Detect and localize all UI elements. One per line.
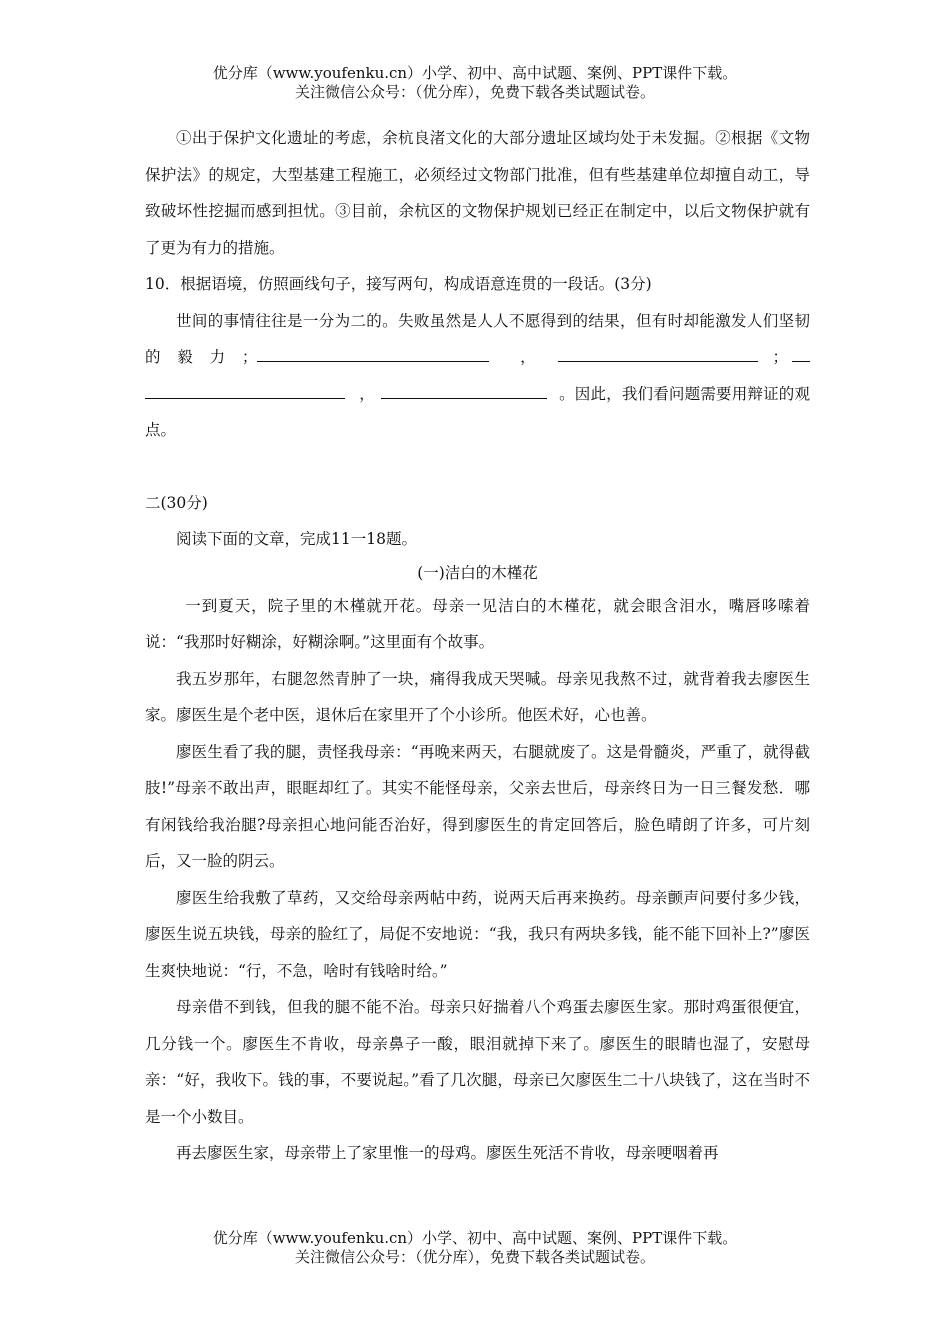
footer-line-2: 关注微信公众号：（优分库），免费下载各类试题试卷。 [294,1248,655,1266]
q10-text-start: 世间的事情往往是一分为二的。失败虽然是人人不愿得到的结果，但有时却能激发人们坚韧的毅力； [145,311,810,366]
q9-passage: ①出于保护文化遗址的考虑，余杭良渚文化的大部分遗址区域均处于未发掘。②根据《文物保护法》的规定，大型基建工程施工，必须经过文物部门批准，但有些基建单位却擅自动工，导致破坏性挖掘而感到担忧。③目前，余杭区的文物保护规划已经正在制定中，以后文物保护就有了更为有力的措施。 [145,129,810,257]
article-paragraph: 一到夏天，院子里的木槿就开花。母亲一见洁白的木槿花，就会眼含泪水，嘴唇哆嗦着说：“我那时好糊涂，好糊涂啊。”这里面有个故事。 [145,596,810,651]
q10-comma-1: ， [503,348,553,366]
page-content [145,120,810,1172]
answer-blank-3a[interactable] [792,347,810,362]
footer-line-1: 优分库（www.youfenku.cn）小学、初中、高中试题、案例、PPT课件下载。 [212,1229,738,1247]
q10-fill-paragraph [145,303,810,449]
section-2-instruction: 阅读下面的文章，完成11一18题。 [176,530,417,548]
article-paragraph: 再去廖医生家，母亲带上了家里惟一的母鸡。廖医生死活不肯收，母亲哽咽着再 [176,1144,719,1162]
article-title: (一)洁白的木槿花 [417,563,538,582]
answer-blank-2[interactable] [558,347,758,362]
answer-blank-1[interactable] [257,347,489,362]
header-line-2: 关注微信公众号：（优分库），免费下载各类试题试卷。 [294,83,655,101]
article-paragraph: 廖医生看了我的腿，责怪我母亲：“再晚来两天，右腿就废了。这是骨髓炎，严重了，就得截肢!”母亲不敢出声，眼眶却红了。其实不能怪母亲，父亲去世后，母亲终日为一日三餐发愁．哪有闲钱给我治腿?母亲担心地问能否治好，得到廖医生的肯定回答后，脸色晴朗了许多，可片刻后，又一脸的阴云。 [145,742,810,870]
page-footer [0,1229,950,1267]
page-header [0,64,950,102]
section-2-heading: 二(30分) [145,493,208,512]
q10-comma-2: ， [359,384,375,403]
article-paragraph: 母亲借不到钱，但我的腿不能不治。母亲只好揣着八个鸡蛋去廖医生家。那时鸡蛋很便宜，几分钱一个。廖医生不肯收，母亲鼻子一酸，眼泪就掉下来了。廖医生的眼睛也湿了，安慰母亲：“好，我收下。钱的事，不要说起。”看了几次腿，母亲已欠廖医生二十八块钱了，这在当时不是一个小数目。 [145,998,810,1126]
header-line-1: 优分库（www.youfenku.cn）小学、初中、高中试题、案例、PPT课件下载。 [212,64,738,82]
article-paragraph: 我五岁那年，右腿忽然青肿了一块，痛得我成天哭喊。母亲见我熬不过，就背着我去廖医生家。廖医生是个老中医，退休后在家里开了个小诊所。他医术好，心也善。 [145,669,810,724]
article-paragraph: 廖医生给我敷了草药，又交给母亲两帖中药，说两天后再来换药。母亲颤声问要付多少钱，廖医生说五块钱，母亲的脸红了，局促不安地说：“我，我只有两块多钱，能不能下回补上?”廖医生爽快地说：“行，不急，啥时有钱啥时给。” [145,888,810,980]
q10-semicolon: ； [772,348,788,366]
q10-stem: 10．根据语境，仿照画线句子，接写两句，构成语意连贯的一段话。(3分) [145,275,652,293]
q10-text-end: 。因此，我们看问题需要用辩证的观点。 [145,384,810,439]
answer-blank-3[interactable] [145,384,345,399]
answer-blank-4[interactable] [381,384,547,399]
